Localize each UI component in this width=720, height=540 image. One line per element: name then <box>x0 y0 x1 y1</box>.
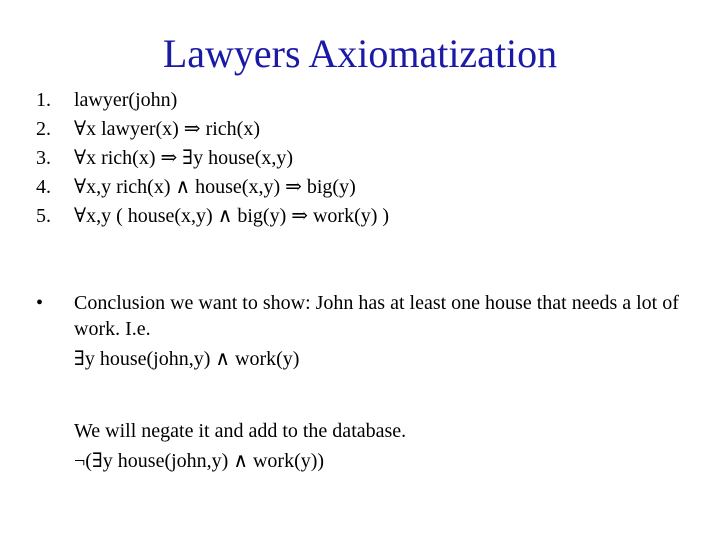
axiom-number: 5. <box>36 205 51 227</box>
conclusion-formula: ∃y house(john,y) ∧ work(y) <box>74 348 300 370</box>
negation-formula: ¬(∃y house(john,y) ∧ work(y)) <box>74 450 325 472</box>
slide-title: Lawyers Axiomatization <box>162 31 558 76</box>
spacer <box>74 372 694 418</box>
axiom-list <box>36 86 696 231</box>
axiom-text: lawyer(john) <box>74 89 178 111</box>
bullet-body <box>74 290 694 474</box>
axiom-number: 4. <box>36 176 51 198</box>
axiom-number: 1. <box>36 89 51 111</box>
axiom-item <box>36 86 696 115</box>
axiom-text: ∀x,y rich(x) ∧ house(x,y) ⇒ big(y) <box>74 176 356 198</box>
bullet-icon: • <box>36 292 44 314</box>
axiom-text: ∀x lawyer(x) ⇒ rich(x) <box>74 118 260 140</box>
axiom-text: ∀x,y ( house(x,y) ∧ big(y) ⇒ work(y) ) <box>74 205 390 227</box>
axiom-number: 2. <box>36 118 51 140</box>
conclusion-text: Conclusion we want to show: John has at least one house that needs a lot of work. I.e. <box>74 292 679 340</box>
axiom-item <box>36 173 696 202</box>
axiom-item <box>36 202 696 231</box>
axiom-number: 3. <box>36 147 51 169</box>
axiom-item <box>36 115 696 144</box>
axiom-item <box>36 144 696 173</box>
axiom-text: ∀x rich(x) ⇒ ∃y house(x,y) <box>74 147 294 169</box>
negation-text: We will negate it and add to the database. <box>74 420 407 442</box>
